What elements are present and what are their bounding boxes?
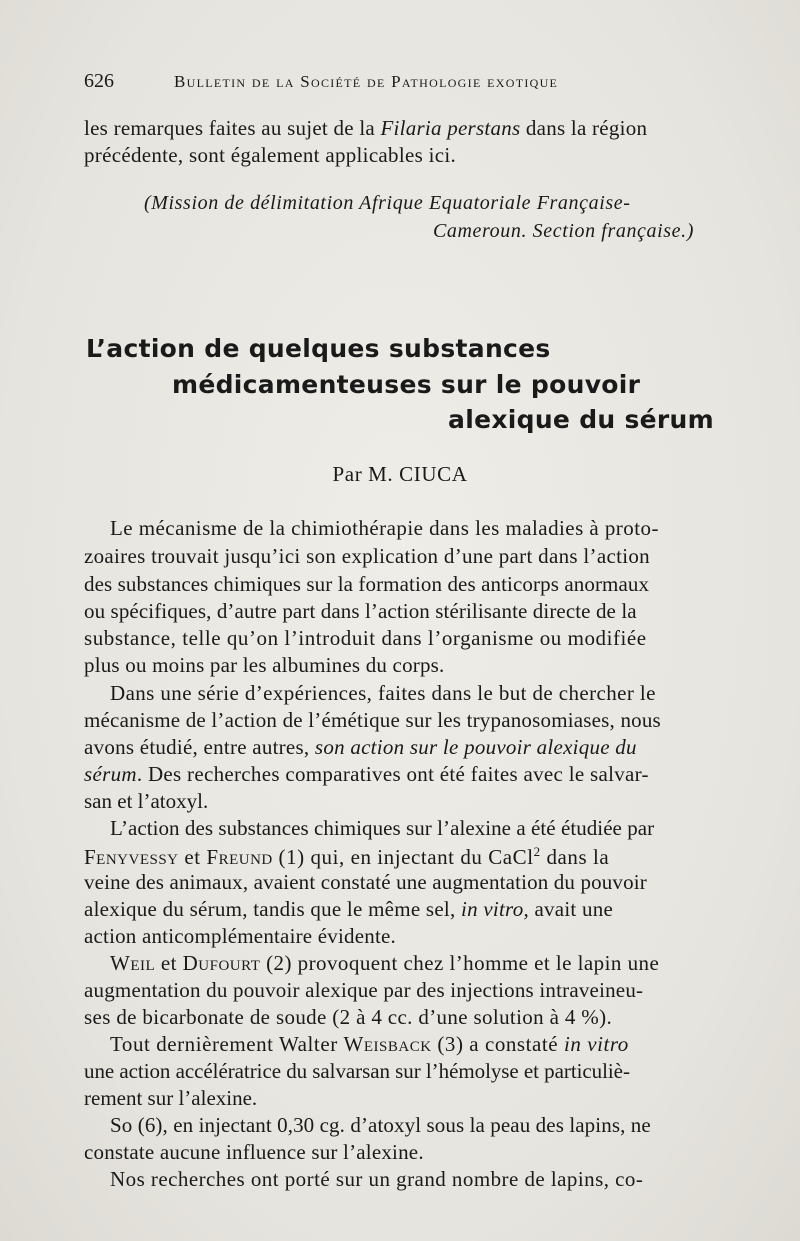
author-name: Weil — [110, 951, 156, 975]
text-line: substance, telle qu’on l’introduit dans l’organisme ou modifiée — [84, 626, 647, 650]
text-line: les remarques faites au sujet de la Filaria perstans dans la région — [84, 116, 648, 140]
text-line: Weil et Dufourt (2) provoquent chez l’homme et le lapin une — [110, 951, 660, 975]
text-line: précédente, sont également applicables ici. — [84, 143, 457, 167]
article-title: médicamenteuses sur le pouvoir — [172, 370, 641, 399]
running-title: Bulletin de la Société de Pathologie exotique — [174, 72, 559, 91]
signature-line: (Mission de délimitation Afrique Equatoriale Française- — [144, 192, 631, 214]
text-line: veine des animaux, avaient constaté une augmentation du pouvoir — [84, 870, 647, 894]
text-line: Fenyvessy et Freund (1) qui, en injectant du CaCl$^2$ dans la — [84, 844, 610, 869]
text-line: mécanisme de l’action de l’émétique sur les trypanosomiases, nous — [84, 708, 661, 732]
page-number: 626 — [84, 70, 114, 92]
author-name: Fenyvessy — [84, 845, 179, 869]
text-line: des substances chimiques sur la formation des anticorps anormaux — [84, 572, 650, 596]
text-line: avons étudié, entre autres, son action sur le pouvoir alexique du — [84, 735, 637, 759]
text-line: Le mécanisme de la chimiothérapie dans les maladies à proto- — [110, 516, 659, 540]
text-line: rement sur l’alexine. — [84, 1086, 258, 1110]
page-header — [84, 70, 724, 100]
text-line: ses de bicarbonate de soude (2 à 4 cc. d’une solution à 4 %). — [84, 1005, 613, 1029]
text-line: Nos recherches ont porté sur un grand nombre de lapins, co- — [110, 1167, 644, 1191]
text-line: san et l’atoxyl. — [84, 789, 209, 813]
text-line: alexique du sérum, tandis que le même sel, in vitro, avait une — [84, 897, 614, 921]
species-name: Filaria perstans — [380, 116, 521, 140]
signature-line: Cameroun. Section française.) — [432, 220, 694, 242]
author-byline: Par M. CIUCA — [332, 462, 468, 486]
author-name: Weisback — [343, 1032, 432, 1056]
text-line: action anticomplémentaire évidente. — [84, 924, 396, 948]
author-name: Dufourt — [182, 951, 261, 975]
text-line: zoaires trouvait jusqu’ici son explication d’une part dans l’action — [84, 544, 650, 568]
text-line: plus ou moins par les albumines du corps. — [84, 653, 445, 677]
text-line: So (6), en injectant 0,30 cg. d’atoxyl sous la peau des lapins, ne — [110, 1113, 651, 1137]
text-line: une action accélératrice du salvarsan sur l’hémolyse et particuliè- — [84, 1059, 630, 1083]
author-name: Freund — [206, 845, 273, 869]
article-title: L’action de quelques substances — [86, 334, 551, 363]
text-line: ou spécifiques, d’autre part dans l’action stérilisante directe de la — [84, 599, 637, 623]
text-line: sérum. Des recherches comparatives ont été faites avec le salvar- — [84, 762, 649, 786]
text-line: L’action des substances chimiques sur l’alexine a été étudiée par — [110, 816, 655, 840]
text-line: Dans une série d’expériences, faites dans le but de chercher le — [110, 681, 656, 705]
text-line: Tout dernièrement Walter Weisback (3) a constaté in vitro — [110, 1032, 629, 1056]
text-line: constate aucune influence sur l’alexine. — [84, 1140, 424, 1164]
article-title: alexique du sérum — [448, 405, 714, 434]
text-line: augmentation du pouvoir alexique par des injections intraveineu- — [84, 978, 644, 1002]
